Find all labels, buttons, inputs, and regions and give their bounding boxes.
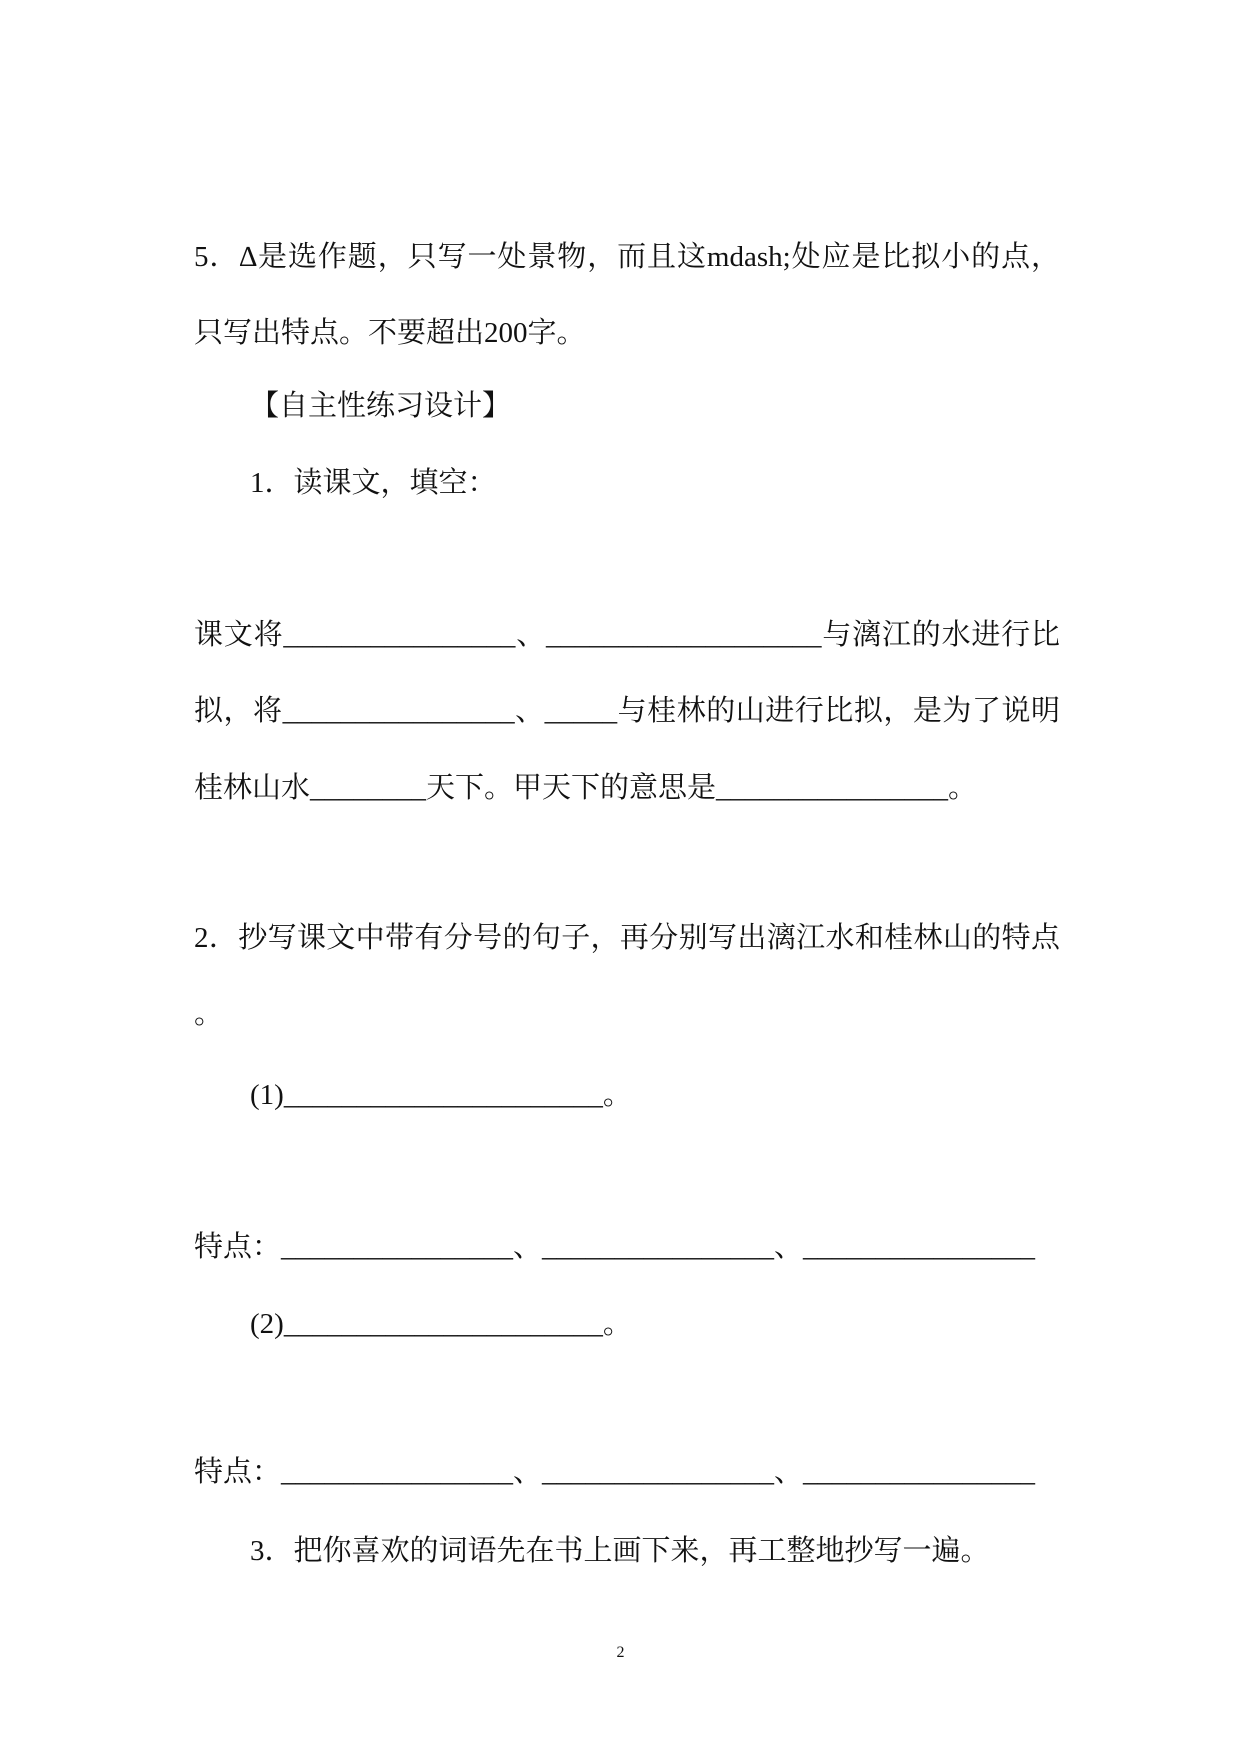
question-2-item-2: (2)______________________。: [250, 1308, 632, 1340]
question-2-item-1: (1)______________________。: [250, 1079, 632, 1111]
question-1-fill-line-3: 桂林山水________天下。甲天下的意思是________________。: [194, 772, 978, 804]
question-3-prompt: 3．把你喜欢的词语先在书上画下来，再工整地抄写一遍。: [250, 1535, 990, 1567]
question-2-features-1: 特点：________________、________________、________________: [194, 1231, 1036, 1263]
question-1-fill-line-1: 课文将________________、___________________与漓江的水进行比: [194, 619, 1060, 651]
question-2-prompt-line-1: 2．抄写课文中带有分号的句子，再分别写出漓江水和桂林山的特点: [194, 922, 1060, 954]
question-2-prompt-line-2: 。: [194, 998, 224, 1030]
question-1-prompt: 1．读课文，填空：: [250, 467, 497, 499]
page-number: 2: [616, 1644, 625, 1661]
section-heading: 【自主性练习设计】: [250, 390, 512, 422]
note-line-2: 只写出特点。不要超出200字。: [194, 317, 586, 349]
question-1-fill-line-2: 拟，将________________、_____与桂林的山进行比拟，是为了说明: [194, 695, 1060, 727]
note-line-1: 5．∆是选作题，只写一处景物，而且这mdash;处应是比拟小的点，: [194, 241, 1060, 273]
question-2-features-2: 特点：________________、________________、________________: [194, 1456, 1036, 1488]
